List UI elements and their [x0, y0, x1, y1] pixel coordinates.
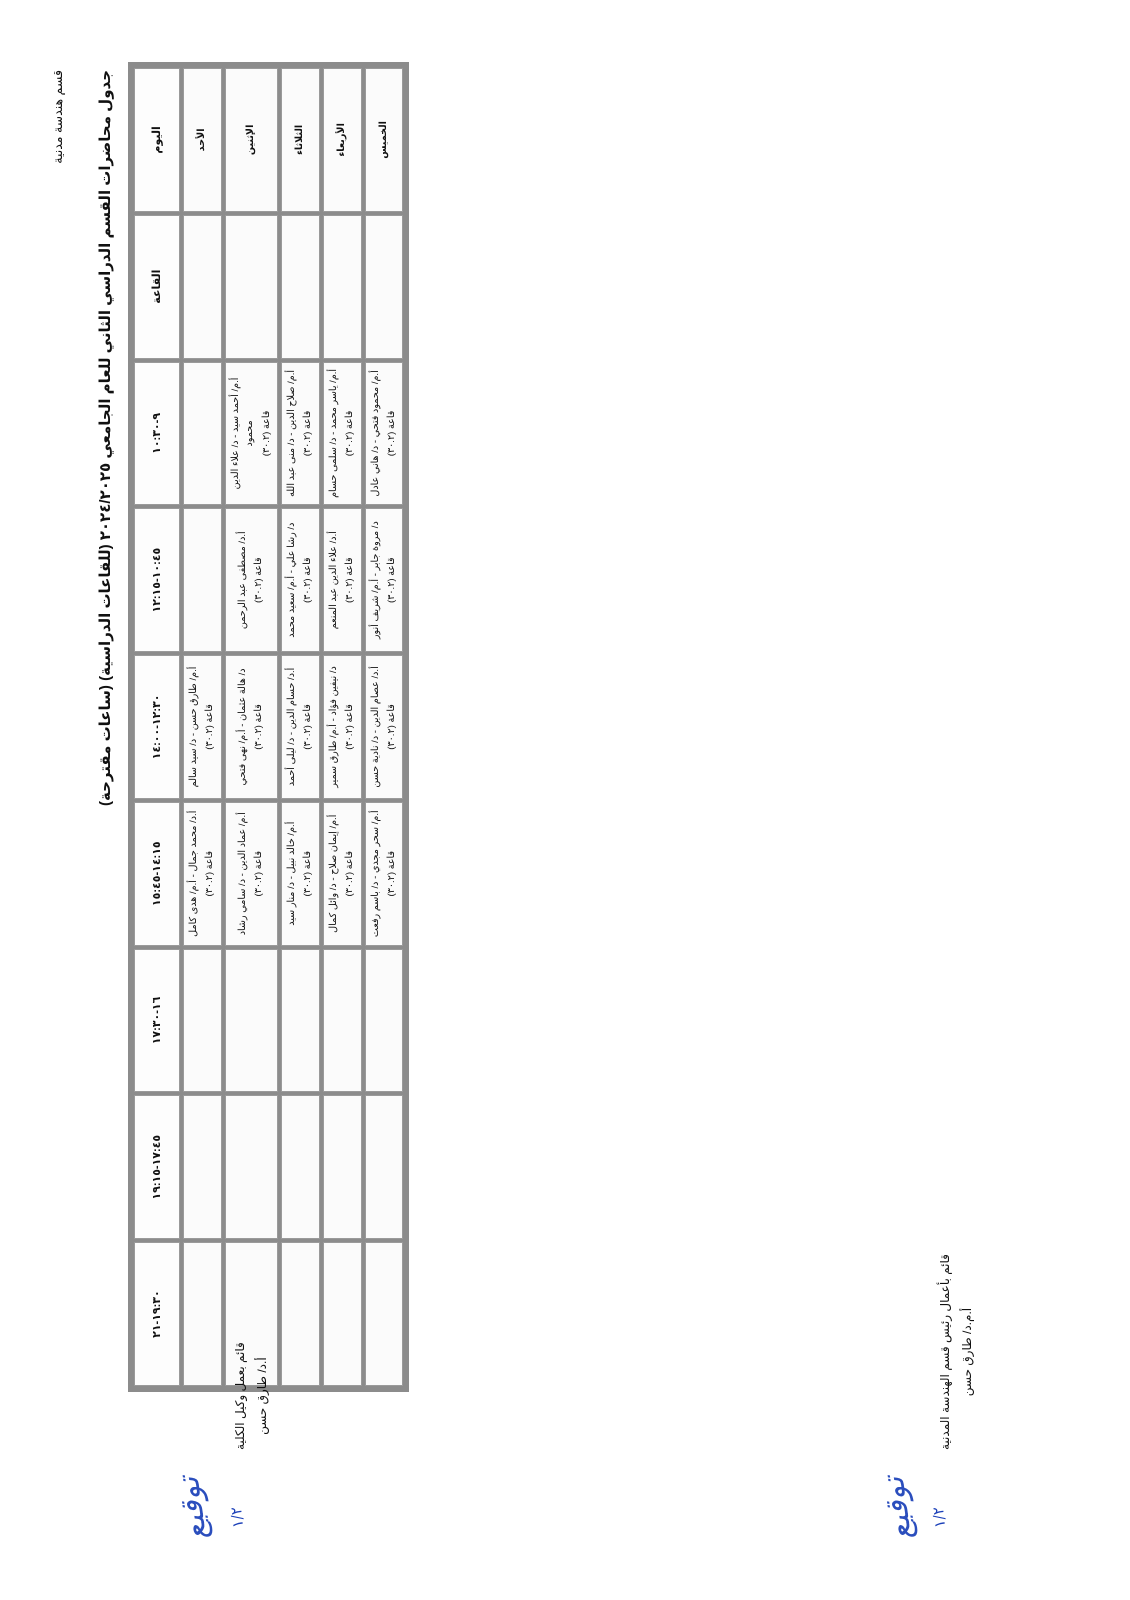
session-hall: قاعة (٣٠.٢): [344, 410, 356, 457]
session-staff: د/ رشا علي - أ.م/ سعيد محمد: [285, 522, 297, 638]
session-cell: [281, 802, 320, 946]
day-label: الأربعاء: [323, 68, 362, 212]
table-row: [281, 68, 320, 1386]
session-staff: أ.م/ محمود فتحي - د/ هاني عادل: [369, 370, 381, 497]
session-staff: أ.د/ محمد جمال - أ.م/ هدى كامل: [188, 810, 199, 937]
session-cell-empty: [225, 949, 278, 1093]
handwritten-date-head: ١/٢: [928, 1505, 950, 1529]
session-cell: [225, 802, 278, 946]
handwritten-date-dean: ١/٢: [226, 1505, 248, 1529]
signature-dean-line1: قائم بعمل وكيل الكلية: [233, 1342, 247, 1450]
session-cell-empty: [365, 1095, 404, 1239]
session-staff: أ.م/ طارق حسن - د/ سيد سالم: [188, 666, 199, 788]
header-day: اليوم: [134, 68, 180, 212]
session-cell: [225, 362, 278, 506]
session-cell-empty: [183, 1242, 222, 1386]
session-hall: قاعة (٣٠.٢): [302, 410, 314, 457]
session-cell-empty: [365, 949, 404, 1093]
page-title: جدول محاضرات القسم الدراسي الثاني للعام الجامعي ٢٠٢٤/٢٠٢٥ (للقاعات الدراسية) (ساعات مقترحة): [97, 70, 114, 807]
hall-column-cell: [281, 215, 320, 359]
session-hall: قاعة (٣٠.٢): [344, 557, 356, 603]
signature-dean-line2: أ.د/ طارق حسن: [254, 1357, 269, 1435]
table-header-row: [134, 68, 180, 1386]
header-time-6: ١٧:٤٥-١٩:١٥: [134, 1095, 180, 1239]
session-cell: [281, 655, 320, 799]
session-cell: [365, 655, 404, 799]
session-hall: قاعة (٣٠.٢): [253, 557, 265, 603]
session-cell-empty: [183, 949, 222, 1093]
day-label: الإثنين: [225, 68, 278, 212]
session-staff: أ.م/ صلاح الدين - د/ منى عبد الله: [285, 369, 297, 497]
hall-column-cell: [225, 215, 278, 359]
session-staff: أ.م/ ياسر محمد - د/ سلمى حسام: [327, 368, 339, 498]
session-staff: أ.م/ إيمان صلاح - د/ وائل كمال: [327, 814, 339, 933]
day-label: الأحد: [183, 68, 222, 212]
handwritten-signature-head: توقيع: [875, 1474, 920, 1543]
session-staff: د/ نيفين فؤاد - أ.م/ طارق سمير: [327, 666, 339, 788]
session-hall: قاعة (٣٠.٢): [302, 704, 314, 750]
hall-column-cell: [323, 215, 362, 359]
session-cell: [323, 655, 362, 799]
session-cell-empty: [365, 1242, 404, 1386]
session-staff: أ.د/ حسام الدين - د/ ليلى أحمد: [285, 667, 297, 787]
session-cell: [323, 362, 362, 506]
signature-head-line2: أ.م.د/ طارق حسن: [959, 1307, 974, 1397]
session-cell-empty: [281, 949, 320, 1093]
session-staff: أ.م/ عماد الدين - د/ سامي رشاد: [236, 812, 248, 936]
day-label: الثلاثاء: [281, 68, 320, 212]
session-cell: [183, 655, 222, 799]
session-cell: [365, 362, 404, 506]
table-row: [365, 68, 404, 1386]
session-hall: قاعة (٣٠.٢): [385, 410, 397, 457]
table-row: [225, 68, 278, 1386]
session-staff: أ.د/ عصام الدين - د/ نادية حسن: [369, 666, 381, 788]
signature-block-dean: [230, 1342, 273, 1450]
session-hall: قاعة (٣٠.٢): [344, 704, 356, 750]
hall-column-cell: [183, 215, 222, 359]
session-staff: د/ مروة جابر - أ.م/ شريف أنور: [369, 521, 381, 640]
session-hall: قاعة (٣٠.٢): [344, 850, 356, 897]
session-hall: قاعة (٣٠.٢): [260, 410, 272, 457]
session-hall: قاعة (٣٠.٢): [253, 850, 265, 897]
session-cell-empty: [323, 949, 362, 1093]
session-cell-empty: [281, 1242, 320, 1386]
session-cell-empty: [281, 1095, 320, 1239]
session-cell: [365, 802, 404, 946]
session-cell: [225, 655, 278, 799]
header-time-5: ١٦-١٧:٣٠: [134, 949, 180, 1093]
session-cell: [323, 802, 362, 946]
session-cell: [365, 508, 404, 652]
session-staff: أ.م/ خالد نبيل - د/ منار سيد: [285, 821, 297, 926]
signature-head-line1: قائم بأعمال رئيس قسم الهندسة المدنية: [938, 1254, 952, 1450]
session-staff: د/ هالة عثمان - أ.م/ نهى فتحي: [236, 668, 248, 786]
session-cell-empty: [183, 508, 222, 652]
table-row: [183, 68, 222, 1386]
session-cell-empty: [323, 1095, 362, 1239]
header-time-7: ١٩:٣٠-٢١: [134, 1242, 180, 1386]
session-hall: قاعة (٣٠.٢): [385, 850, 397, 897]
department-line: قسم هندسة مدنية: [51, 70, 65, 164]
header-hall: القاعة: [134, 215, 180, 359]
schedule-table: [128, 62, 409, 1392]
session-hall: قاعة (٣٠.٢): [204, 850, 216, 897]
session-cell: [281, 362, 320, 506]
header-time-2: ١٠:٤٥-١٢:١٥: [134, 508, 180, 652]
handwritten-signature-dean: توقيع: [170, 1474, 215, 1543]
table-row: [323, 68, 362, 1386]
session-hall: قاعة (٣٠.٢): [204, 704, 216, 750]
session-hall: قاعة (٣٠.٢): [302, 557, 314, 603]
header-time-1: ٩-١٠:٣٠: [134, 362, 180, 506]
session-cell-empty: [183, 1095, 222, 1239]
hall-column-cell: [365, 215, 404, 359]
signature-block-head: [935, 1254, 978, 1450]
session-cell-empty: [323, 1242, 362, 1386]
session-cell-empty: [183, 362, 222, 506]
session-hall: قاعة (٣٠.٢): [385, 704, 397, 750]
session-cell: [183, 802, 222, 946]
session-cell: [281, 508, 320, 652]
session-cell: [225, 508, 278, 652]
session-staff: أ.م/ أحمد سيد - د/ علاء الدين محمود: [229, 377, 256, 490]
session-staff: أ.د/ مصطفى عبد الرحمن: [236, 531, 248, 630]
session-staff: أ.م/ سحر مجدي - د/ باسم رفعت: [369, 810, 381, 938]
session-hall: قاعة (٣٠.٢): [253, 704, 265, 750]
session-cell-empty: [225, 1095, 278, 1239]
header-time-3: ١٢:٣٠-١٤:٠٠: [134, 655, 180, 799]
schedule-body: [183, 68, 403, 1386]
header-time-4: ١٤:١٥-١٥:٤٥: [134, 802, 180, 946]
session-hall: قاعة (٣٠.٢): [385, 557, 397, 603]
session-hall: قاعة (٣٠.٢): [302, 850, 314, 897]
day-label: الخميس: [365, 68, 404, 212]
session-staff: أ.د/ علاء الدين عبد المنعم: [327, 531, 339, 630]
session-cell: [323, 508, 362, 652]
